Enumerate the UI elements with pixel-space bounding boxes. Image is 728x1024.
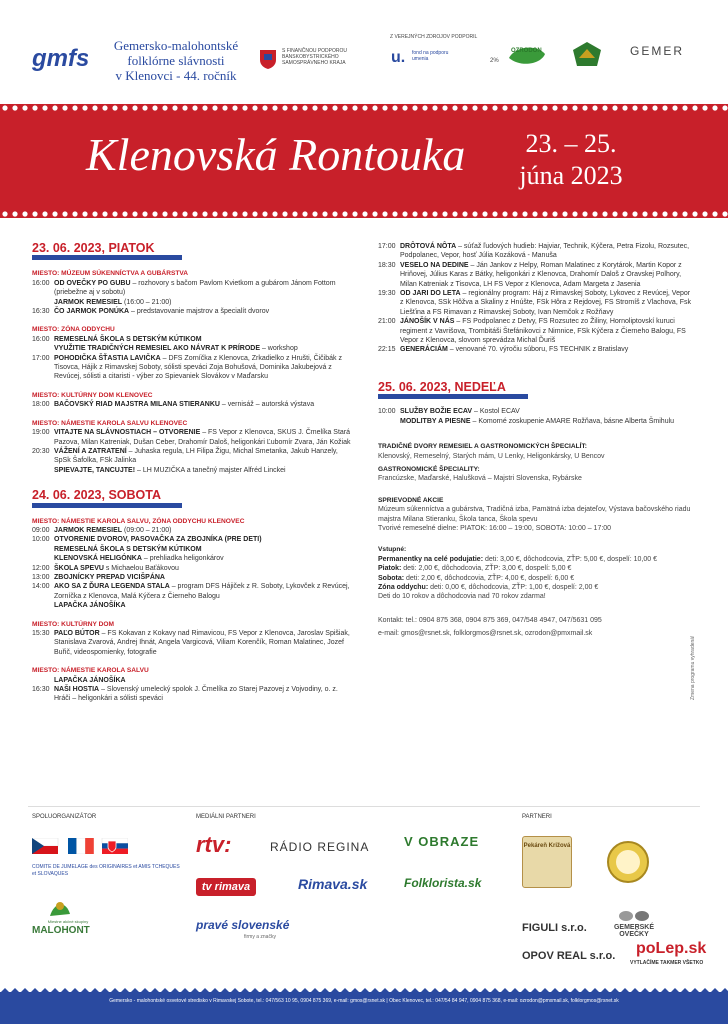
contact-email: e-mail: gmos@rsnet.sk, folklorgmos@rsnet.sk, ozrodon@pmxmail.sk bbox=[378, 630, 593, 638]
dielne-text: Tvorivé remeselné dielne: PIATOK: 16:00 – 19:00, SOBOTA: 10:00 – 17:00 bbox=[378, 524, 612, 532]
event-description bbox=[400, 289, 694, 317]
event-description bbox=[54, 685, 352, 704]
polep-logo: poLep.sk bbox=[636, 940, 707, 957]
event-description bbox=[54, 447, 352, 466]
program-event bbox=[32, 400, 352, 409]
event-title: JARMOK REMESIEL bbox=[54, 526, 123, 534]
event-description bbox=[54, 545, 352, 554]
event-title: REMESELNÁ ŠKOLA S DETSKÝM KÚTIKOM bbox=[54, 335, 202, 343]
gemer-logo-text: GEMER bbox=[630, 44, 685, 58]
program-event bbox=[32, 335, 352, 344]
event-description bbox=[54, 400, 352, 409]
event-title: VÁŽENÍ A ZATRATENÍ bbox=[54, 447, 127, 455]
event-time: 19:00 bbox=[32, 429, 50, 437]
akcie-heading: SPRIEVODNÉ AKCIE bbox=[378, 496, 444, 504]
event-title: BAČOVSKÝ RIAD MAJSTRA MILANA STIERANKU bbox=[54, 401, 220, 409]
gemer-logo bbox=[630, 44, 684, 58]
prave-slovenske-subtitle: firmy a značky bbox=[244, 934, 276, 940]
gastro-heading: GASTRONOMICKÉ ŠPECIALITY: bbox=[378, 465, 480, 473]
ozrodon-logo-icon bbox=[505, 40, 549, 70]
event-time: 16:30 bbox=[32, 686, 50, 694]
event-description bbox=[54, 307, 352, 316]
two-percent: 2% bbox=[490, 58, 499, 64]
program-event bbox=[32, 582, 352, 601]
event-title: ZBOJNÍCKY PREPAD VICIŠPÁNA bbox=[54, 573, 165, 581]
organizer-title bbox=[96, 38, 256, 83]
event-description bbox=[400, 345, 694, 354]
program-change-note: Zmena programu vyhradená! bbox=[690, 635, 696, 700]
program-event bbox=[32, 601, 352, 610]
festival-dates bbox=[506, 128, 636, 192]
event-time: 22:15 bbox=[378, 346, 396, 354]
badge-logo-icon bbox=[606, 840, 650, 889]
gemerske-ovecky-text: GEMERSKÉ OVEČKY bbox=[613, 924, 655, 938]
event-title: JÁNOŠÍK V NÁS bbox=[400, 318, 455, 326]
program-event bbox=[32, 535, 352, 544]
czech-flag-icon bbox=[32, 838, 58, 854]
media-partners-heading: MEDIÁLNI PARTNERI bbox=[196, 814, 256, 820]
event-time bbox=[32, 601, 54, 610]
event-detail: – venované 70. výročiu súboru, FS TECHNIK z Bratislavy bbox=[447, 346, 629, 354]
day2-underline bbox=[32, 503, 182, 508]
event-time: 18:30 bbox=[378, 261, 396, 269]
figuli-logo: FIGULI s.r.o. bbox=[522, 922, 587, 934]
prave-slovenske-logo: pravé slovenské bbox=[196, 918, 290, 932]
event-description bbox=[400, 417, 694, 426]
akcie-text: Múzeum súkenníctva a gubárstva, Tradičná izba, Pamätná izba dejateľov, Výstava bačovského riadu majstra Milana Stieranku, Škola tanca, Škola spevu bbox=[378, 506, 691, 523]
pekaren-krizova-logo bbox=[522, 836, 572, 888]
event-description bbox=[54, 428, 352, 447]
festival-date-range: 23. – 25. bbox=[525, 129, 617, 158]
svg-text:u.: u. bbox=[391, 49, 406, 66]
price-category: Piatok: bbox=[378, 565, 402, 573]
event-title: GENERÁCIÁM bbox=[400, 346, 448, 354]
french-flag-icon bbox=[68, 838, 94, 854]
flags bbox=[32, 838, 128, 859]
program-event bbox=[378, 289, 694, 317]
program-event bbox=[378, 242, 694, 261]
venue-heading: MIESTO: NÁMESTIE KAROLA SALVU, ZÓNA ODDYCHU KLENOVEC bbox=[32, 517, 245, 525]
malohont-text: MALOHONT bbox=[32, 925, 90, 936]
price-values: deti: 0,00 €, dôchodcovia, ZŤP: 1,00 €, dospelí: 2,00 € bbox=[428, 583, 599, 591]
radio-regina-logo: RÁDIO REGINA bbox=[270, 840, 370, 854]
price-row bbox=[378, 574, 694, 583]
event-detail: – rozhovory s bačom Pavlom Kvietkom a gubárom Jánom Fottom (priebežne aj v sobotu) bbox=[54, 279, 336, 297]
event-title: SPIEVAJTE, TANCUJTE! bbox=[54, 466, 136, 474]
event-detail: – FS Podpolanec z Detvy, FS Rozsutec zo Žiliny, Hornoliptovskí kuruci regiment z Vavrišova, Trombitáši Štefánikovci z Nimnice, FSk Kýčera z Čierneho Balogu, FS Vepor z Klenovca, slovom sprevádza Michal Ďuriš bbox=[400, 318, 686, 345]
event-detail: – FS Kokavan z Kokavy nad Rimavicou, FS Vepor z Klenovca, Jaroslav Spišiak, Stanislava Zvarová, Andrej Ihnát, Angela Vargicová, Viliam Korenčík, Roman Malatinec, Jozef Buřič, videospomienky, fotografie bbox=[54, 630, 350, 656]
event-time: 14:00 bbox=[32, 583, 50, 591]
event-title: ČO JARMOK PONÚKA bbox=[54, 308, 130, 316]
event-description bbox=[400, 261, 694, 289]
event-description bbox=[400, 242, 694, 261]
program-event bbox=[32, 685, 352, 704]
event-description bbox=[54, 564, 352, 573]
pekaren-name: Pekáreň Križová bbox=[523, 843, 571, 849]
day1-program bbox=[32, 269, 352, 475]
lace-top-decoration bbox=[0, 104, 728, 112]
event-description bbox=[54, 335, 352, 344]
program-event bbox=[32, 573, 352, 582]
day1-heading: 23. 06. 2023, PIATOK bbox=[32, 241, 155, 255]
event-detail: – regionálny program: Háj z Rimavskej Soboty, Lykovec z Revúcej, Vepor z Klenovca, SSk Hôžva a Skaliny z Hnúšte, FSk Hôra z Rejdovej, FS Stromíš z Vlachova, Fsk Liešťina a FS Rimavan z Rimavskej Soboty, Ivan Nemčok z Rožňavy bbox=[400, 290, 691, 316]
event-title: KLENOVSKÁ HELIGÓNKA bbox=[54, 555, 142, 563]
event-detail: – Komorné zoskupenie AMARE Rožňava, básne Alberta Šmihulu bbox=[470, 417, 675, 425]
malohont-small-text: Miestne akčné skupiny bbox=[47, 919, 89, 924]
event-title: MODLITBY A PIESNE bbox=[400, 417, 471, 425]
event-description bbox=[54, 344, 352, 353]
price-row bbox=[378, 555, 694, 564]
event-time bbox=[32, 298, 54, 307]
klenovec-crest-icon bbox=[570, 40, 604, 70]
event-time bbox=[32, 676, 54, 685]
program-event bbox=[378, 317, 694, 345]
program-event bbox=[378, 345, 694, 354]
event-time: 12:00 bbox=[32, 564, 50, 572]
bbsk-sponsor-text: S FINANČNOU PODPOROU BANSKOBYSTRICKÉHO SAMOSPRÁVNEHO KRAJA bbox=[282, 48, 348, 66]
event-title: VITAJTE NA SLÁVNOSTIACH – OTVORENIE bbox=[54, 429, 201, 437]
event-time: 09:00 bbox=[32, 526, 50, 534]
event-time bbox=[32, 554, 54, 563]
event-description bbox=[400, 317, 694, 345]
festival-title: Klenovská Rontouka bbox=[86, 129, 466, 180]
price-values: deti: 3,00 €, dôchodcovia, ZŤP: 5,00 €, dospelí: 10,00 € bbox=[483, 555, 657, 563]
event-detail: – workshop bbox=[260, 345, 298, 353]
event-description bbox=[54, 298, 352, 307]
event-title: VYUŽITIE TRADIČNÝCH REMESIEL AKO NÁVRAT K PRÍRODE bbox=[54, 345, 260, 353]
event-time: 21:00 bbox=[378, 318, 396, 326]
venue-heading: MIESTO: NÁMESTIE KAROLA SALVU KLENOVEC bbox=[32, 419, 188, 427]
event-description bbox=[54, 526, 352, 535]
fpu-name: fond na podporu umenia bbox=[412, 50, 449, 62]
comite-text: COMITE DE JUMELAGE des ORIGINAIRES et AMIS TCHEQUES et SLOVAQUES bbox=[32, 864, 180, 877]
venue-heading: MIESTO: KULTÚRNY DOM bbox=[32, 620, 115, 628]
event-detail: – program DFS Hájiček z R. Soboty, Lykovček z Revúcej, Zorníčka z Klenovca, Malá Kýčera z Čierneho Balogu bbox=[54, 583, 350, 600]
program-event bbox=[32, 676, 352, 685]
event-description bbox=[54, 629, 352, 657]
event-detail: (16:00 – 21:00) bbox=[122, 298, 172, 306]
program-left-column bbox=[32, 241, 352, 704]
spoluorganizator-heading: SPOLUORGANIZÁTOR bbox=[32, 814, 97, 820]
gemerske-ovecky-logo bbox=[604, 908, 664, 938]
org-line-1: Gemersko-malohontské bbox=[113, 38, 239, 53]
venue-heading: MIESTO: KULTÚRNY DOM KLENOVEC bbox=[32, 391, 153, 399]
event-detail: – Juhaska regula, LH Filipa Žigu, Michal Smetanka, Jakub Hanzely, SpSk Šafolka, FSk Jalinka bbox=[54, 447, 338, 465]
program-event bbox=[32, 298, 352, 307]
program-event bbox=[32, 447, 352, 466]
event-description bbox=[54, 466, 352, 475]
event-detail: – prehliadka heligonkárov bbox=[141, 555, 224, 563]
event-detail: – Slovenský umelecký spolok J. Čmelíka zo Starej Pazovej z Vojvodiny, o. z. Hráči – heligonkári a sólisti speváci bbox=[54, 686, 338, 703]
event-description bbox=[54, 582, 352, 601]
day2-evening-program bbox=[378, 242, 694, 355]
fpu-head: Z VEREJNÝCH ZDROJOV PODPORIL bbox=[390, 34, 478, 40]
program-event bbox=[32, 344, 352, 353]
event-detail: – predstavovanie majstrov a špecialít dvorov bbox=[129, 308, 270, 316]
event-title: OD OVEČKY PO GUBU bbox=[54, 279, 131, 287]
partners-divider bbox=[28, 806, 700, 807]
footer-contact-text: Gemersko - malohontské osvetové stredisko v Rimavskej Sobote, tel.: 047/563 10 95, 0904 875 369, e-mail: gmos@rsnet.sk | Obec Klenovec, tel.: 047/54 84 947, 0904 875 368, e-mail: ozrodon@pmxmail.sk, folklorgmos@rsnet.sk bbox=[109, 998, 619, 1004]
gmfs-logo-text: gmfs bbox=[32, 45, 88, 72]
day3-program bbox=[378, 407, 694, 426]
venue-heading: MIESTO: ZÓNA ODDYCHU bbox=[32, 326, 115, 334]
program-event bbox=[378, 417, 694, 426]
program-right-column bbox=[378, 242, 694, 639]
partners-heading: PARTNERI bbox=[522, 814, 552, 820]
price-row bbox=[378, 564, 694, 573]
event-description bbox=[54, 535, 352, 544]
event-time bbox=[32, 545, 54, 554]
festival-date-month: júna 2023 bbox=[519, 161, 623, 190]
venue-heading: MIESTO: NÁMESTIE KAROLA SALVU bbox=[32, 667, 149, 675]
event-detail: – FS Vepor z Klenovca, SKUS J. Čmelíka Stará Pazova, Milan Katreniak, Dušan Ceber, Drahomír Daloš, heligonkári Ľubomír Zvara, Ján Kožiak bbox=[54, 429, 351, 446]
event-title: LAPAČKA JÁNOŠÍKA bbox=[54, 602, 126, 610]
event-time: 17:00 bbox=[32, 354, 50, 362]
gmfs-logo bbox=[30, 38, 88, 78]
price-row bbox=[378, 583, 694, 592]
opov-real-logo: OPOV REAL s.r.o. bbox=[522, 950, 616, 962]
org-line-3: v Klenovci - 44. ročník bbox=[115, 68, 237, 83]
price-category: Zóna oddychu: bbox=[378, 583, 429, 591]
event-title: AKO SA Z ĎURA LEGENDA STALA bbox=[54, 583, 170, 591]
event-detail: – vernisáž – autorská výstava bbox=[219, 401, 315, 409]
event-time: 18:00 bbox=[32, 401, 50, 409]
event-time bbox=[32, 466, 54, 475]
event-detail: – LH MUZIČKA a tanečný majster Alfréd Linckei bbox=[135, 466, 286, 474]
program-event bbox=[378, 407, 694, 416]
dvory-heading: TRADIČNÉ DVORY REMESIEL A GASTRONOMICKÝCH ŠPECIALÍT: bbox=[378, 443, 587, 451]
event-title: LAPAČKA JÁNOŠÍKA bbox=[54, 676, 126, 684]
folklorista-logo: Folklorista.sk bbox=[404, 876, 482, 890]
event-detail: – Kostol ECAV bbox=[472, 408, 520, 416]
event-detail: – súťaž ľudových hudieb: Hajviar, Technik, Kýčera, Petra Fizolu, Rozsutec, Podpolanec, Vepor, hosť Júlia Kozáková - Manuša bbox=[400, 243, 690, 260]
event-time: 16:30 bbox=[32, 308, 50, 316]
day2-program bbox=[32, 517, 352, 704]
event-title: SLUŽBY BOŽIE ECAV bbox=[400, 408, 473, 416]
event-time: 16:00 bbox=[32, 335, 50, 343]
event-title: VESELO NA DEDINE bbox=[400, 261, 469, 269]
price-values: deti: 2,00 €, dôchodcovia, ZŤP: 4,00 €, dospelí: 6,00 € bbox=[404, 574, 575, 582]
event-title: POHODIČKA ŠŤASTIA LAVIČKA bbox=[54, 354, 161, 362]
event-detail: – DFS Zorníčka z Klenovca, Zrkadielko z Hrušti, Čičibák z Tisovca, Hájik z Rimavskej Soboty, sólisti speváci Zoja Bohušová, Dominika Jakubejová z Revúcej, sólisti a citaristi - výber zo Spievaniek Slovákov v Maďarsku bbox=[54, 354, 342, 381]
event-time: 16:00 bbox=[32, 279, 50, 287]
program-event bbox=[32, 629, 352, 657]
event-time: 17:00 bbox=[378, 243, 396, 250]
program-event bbox=[32, 307, 352, 316]
free-entry-note: Deti do 10 rokov a dôchodcovia nad 70 rokov zdarma! bbox=[378, 593, 546, 601]
org-line-2: folklórne slávnosti bbox=[127, 53, 225, 68]
program-event bbox=[32, 564, 352, 573]
lace-bottom-decoration bbox=[0, 210, 728, 218]
event-title: ŠKOLA SPEVU bbox=[54, 564, 104, 572]
contact-phones: Kontakt: tel.: 0904 875 368, 0904 875 369, 047/548 4947, 047/5631 095 bbox=[378, 616, 602, 624]
program-event bbox=[32, 279, 352, 298]
day3-heading: 25. 06. 2023, NEDEĽA bbox=[378, 379, 506, 394]
event-time bbox=[32, 344, 54, 353]
program-event bbox=[32, 354, 352, 382]
event-description bbox=[54, 354, 352, 382]
price-values: deti: 2,00 €, dôchodcovia, ZŤP: 3,00 €, dospelí: 5,00 € bbox=[401, 565, 572, 573]
event-time bbox=[378, 417, 400, 426]
program-event bbox=[32, 554, 352, 563]
event-description bbox=[54, 573, 352, 582]
event-time: 10:00 bbox=[378, 408, 396, 416]
event-description bbox=[54, 554, 352, 563]
event-description bbox=[54, 279, 352, 298]
event-title: REMESELNÁ ŠKOLA S DETSKÝM KÚTIKOM bbox=[54, 545, 202, 553]
event-title: JARMOK REMESIEL bbox=[54, 298, 123, 306]
program-event bbox=[32, 545, 352, 554]
day1-underline bbox=[32, 255, 182, 260]
price-category: Permanentky na celé podujatie: bbox=[378, 555, 484, 563]
fpu-logo-icon bbox=[390, 46, 408, 66]
price-list bbox=[378, 555, 694, 593]
polep-subtitle: VYTLAČÍME TAKMER VŠETKO bbox=[630, 960, 704, 966]
event-description bbox=[54, 676, 352, 685]
program-event bbox=[378, 261, 694, 289]
event-time: 19:30 bbox=[378, 290, 396, 298]
program-event bbox=[32, 428, 352, 447]
bbsk-crest-icon bbox=[258, 48, 278, 70]
event-time: 13:00 bbox=[32, 573, 50, 581]
event-detail: – Ján Jankov z Helpy, Roman Malatinec z Korytárok, Martin Kopor z Hriňovej, Július Karas z Bátky, heligonkári z Klenovca, Drahomír Daloš z Oravskej Polhory, Milan Katreniak z Tisovca, LH FS Vepor z Klenovca, Adam Margeta z Jasenia bbox=[400, 261, 682, 288]
vstupne-heading: Vstupné: bbox=[378, 546, 407, 554]
sheep-icon bbox=[616, 908, 652, 922]
event-time: 20:30 bbox=[32, 447, 50, 455]
event-description bbox=[54, 601, 352, 610]
tv-rimava-logo: tv rimava bbox=[196, 878, 256, 896]
event-detail: (09:00 – 21:00) bbox=[122, 526, 172, 534]
event-title: PAĽO BÚTOR bbox=[54, 630, 100, 637]
event-title: DRÔTOVÁ NÔTA bbox=[400, 243, 457, 250]
event-time: 10:00 bbox=[32, 536, 50, 544]
footer-lace-decoration bbox=[0, 988, 728, 996]
event-detail: s Michaelou Baťákovou bbox=[103, 564, 179, 572]
program-event bbox=[32, 526, 352, 535]
gastro-text: Francúzske, Maďarské, Halušková – Majstri Slovenska, Rybárske bbox=[378, 475, 582, 483]
price-category: Sobota: bbox=[378, 574, 405, 582]
event-title: NAŠI HOSTIA bbox=[54, 686, 100, 694]
dvory-text: Klenovský, Remeselný, Starých mám, U Lenky, Heligonkársky, U Bencov bbox=[378, 452, 605, 460]
venue-heading: MIESTO: MÚZEUM SÚKENNÍCTVA A GUBÁRSTVA bbox=[32, 270, 189, 278]
rimava-sk-logo: Rimava.sk bbox=[298, 876, 368, 892]
event-title: OTVORENIE DVOROV, PASOVAČKA ZA ZBOJNÍKA (PRE DETI) bbox=[54, 536, 262, 544]
event-description bbox=[400, 407, 694, 416]
event-title: OD JARI DO LETA bbox=[400, 290, 461, 298]
day2-heading: 24. 06. 2023, SOBOTA bbox=[32, 488, 161, 503]
v-obraze-logo: V OBRAZE bbox=[404, 834, 480, 849]
slovak-flag-icon bbox=[102, 838, 128, 854]
footer-band bbox=[0, 992, 728, 1024]
ozrodon-text: OZRODON bbox=[511, 48, 542, 54]
event-time: 15:30 bbox=[32, 630, 50, 637]
program-event bbox=[32, 466, 352, 475]
rtv-logo: rtv: bbox=[196, 832, 232, 857]
